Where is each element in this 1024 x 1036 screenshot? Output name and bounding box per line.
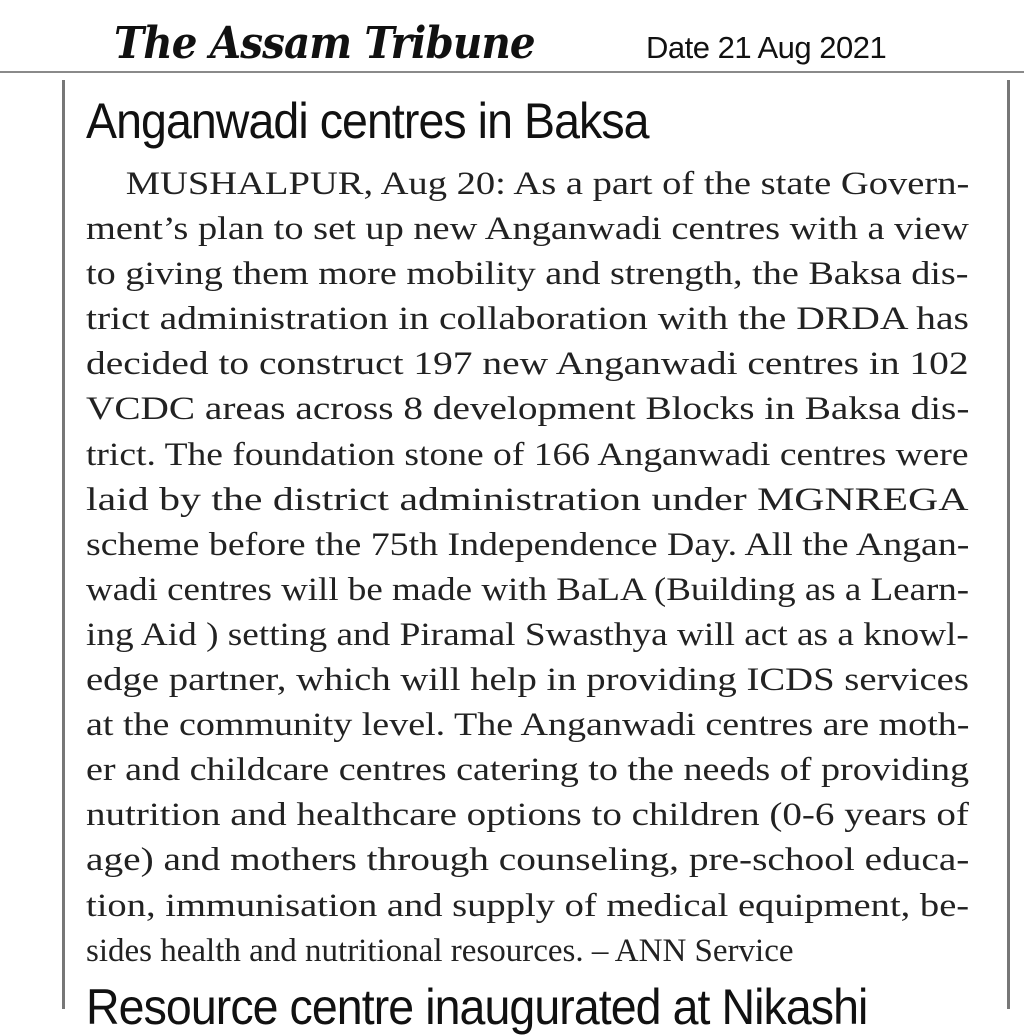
article-line: nutrition and healthcare options to children (0-6 years of (86, 797, 969, 834)
article-line: VCDC areas across 8 development Blocks in Baksa dis- (86, 391, 970, 428)
article-line: MUSHALPUR, Aug 20: As a part of the state Govern- (125, 166, 970, 202)
article-line: wadi centres will be made with BaLA (Building as a Learn- (86, 571, 970, 608)
article-line: age) and mothers through counseling, pre-school educa- (86, 842, 970, 879)
article-line: decided to construct 197 new Anganwadi centres in 102 (86, 346, 969, 383)
clipping-border-left (62, 80, 65, 1009)
clipping-date: Date 21 Aug 2021 (646, 30, 887, 65)
article-line: tion, immunisation and supply of medical equipment, be- (86, 887, 970, 924)
article-line: at the community level. The Anganwadi centres are moth- (86, 707, 970, 744)
article-line: ing Aid ) setting and Piramal Swasthya will act as a knowl- (86, 616, 969, 653)
article-line: trict administration in collaboration with the DRDA has (86, 301, 969, 338)
article-headline: Anganwadi centres in Baksa (86, 93, 649, 149)
newspaper-masthead: The Assam Tribune (114, 18, 535, 69)
article-line: ment’s plan to set up new Anganwadi centres with a view (86, 211, 969, 248)
article-line: edge partner, which will help in providing ICDS services (86, 662, 969, 699)
next-article-headline: Resource centre inaugurated at Nikashi (86, 979, 868, 1035)
article-line: laid by the district administration under MGNREGA (86, 481, 969, 518)
article-line: to giving them more mobility and strength, the Baksa dis- (86, 256, 969, 293)
article-line: er and childcare centres catering to the needs of providing (86, 752, 970, 789)
article-body (86, 162, 969, 974)
article-line: scheme before the 75th Independence Day. All the Angan- (86, 526, 970, 563)
clipping-border-right (1007, 80, 1010, 1009)
article-line: trict. The foundation stone of 166 Anganwadi centres were (86, 436, 969, 473)
header-divider (0, 71, 1024, 73)
article-line: sides health and nutritional resources. – ANN Service (86, 932, 794, 969)
